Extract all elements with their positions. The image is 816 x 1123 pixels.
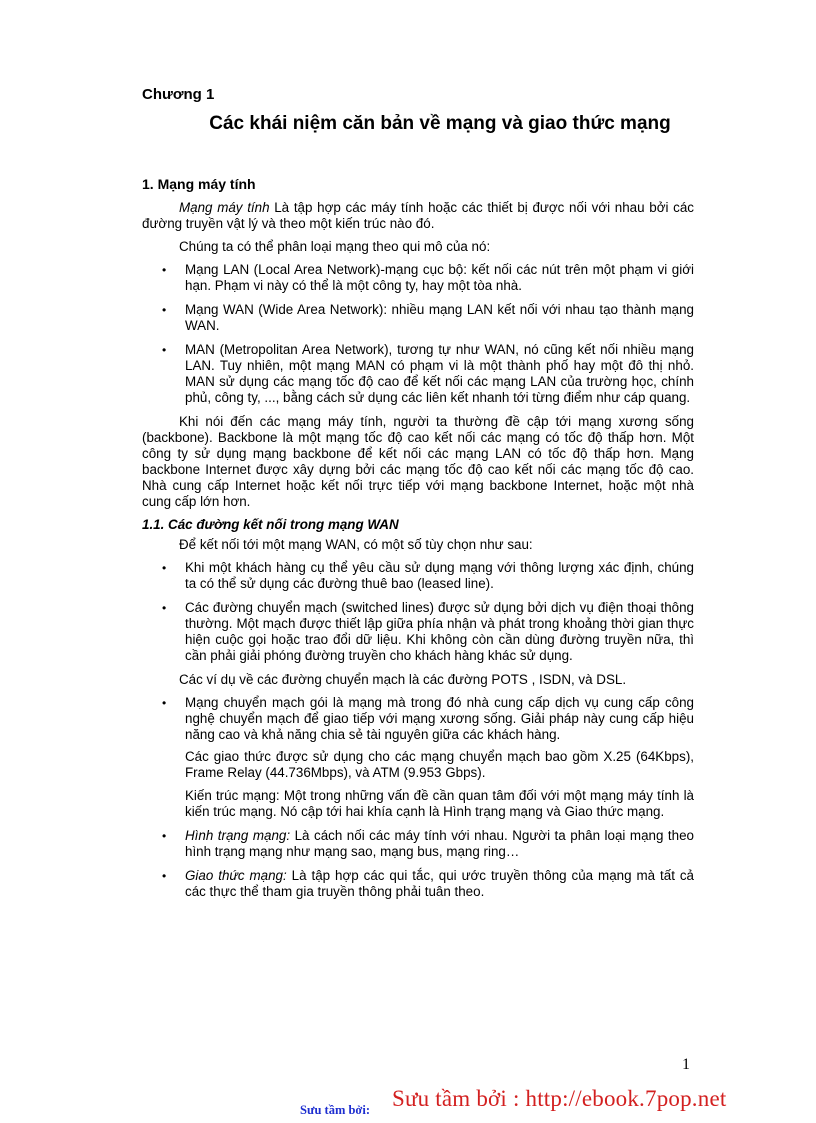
list-item: • Khi một khách hàng cụ thể yêu cầu sử dụng mạng với thông lượng xác định, chúng ta có thể sử dụng các đường thuê bao (leased line). <box>142 560 694 592</box>
list-item <box>142 828 694 860</box>
chapter-label: Chương 1 <box>142 86 215 103</box>
list-item <box>142 868 694 900</box>
paragraph-wan-intro: Để kết nối tới một mạng WAN, có một số tùy chọn như sau: <box>179 537 533 552</box>
section-heading-1: 1. Mạng máy tính <box>142 176 256 192</box>
paragraph-examples: Các ví dụ về các đường chuyển mạch là các đường POTS , ISDN, và DSL. <box>179 672 627 687</box>
list-item: • Mạng chuyển mạch gói là mạng mà trong đó nhà cung cấp dịch vụ cung cấp công nghệ chuyển mạch để giao tiếp với mạng xương sống. Giải pháp này cung cấp hiệu năng cao và khả năng chia sẻ tài nguyên giữa các khách hàng. <box>142 695 694 743</box>
paragraph-definition <box>142 200 694 232</box>
protocol-text: Là tập hợp các qui tắc, qui ước truyền thông của mạng mà tất cả các thực thể tham gia truyền thông phải tuân theo. <box>185 868 694 899</box>
footer-credit-small: Sưu tầm bởi: <box>300 1103 370 1117</box>
list-item: • Các đường chuyển mạch (switched lines) được sử dụng bởi dịch vụ điện thoại thông thường. Một mạch được thiết lập giữa phía nhận và phát trong khoảng thời gian thực hiện cuộc gọi hoặc trao đổi dữ liệu. Khi không còn cần dùng đường truyền nữa, thì cần phải giải phóng đường truyền cho khách hàng khác sử dụng. <box>142 600 694 664</box>
document-body <box>142 176 694 908</box>
topology-text: Là cách nối các máy tính với nhau. Người ta phân loại mạng theo hình trạng mạng như mạng sao, mạng bus, mạng ring… <box>185 828 694 859</box>
wan-options-list <box>142 560 694 664</box>
footer-credit-link[interactable]: Sưu tầm bởi : http://ebook.7pop.net <box>392 1086 727 1111</box>
term-network: Mạng máy tính <box>179 200 270 215</box>
term-protocol: Giao thức mạng: <box>185 868 287 883</box>
list-item: • MAN (Metropolitan Area Network), tương tự như WAN, nó cũng kết nối nhiều mạng LAN. Tuy nhiên, một mạng MAN có phạm vi là một thành phố hay một đô thị nhỏ. MAN sử dụng các mạng tốc độ cao để kết nối các mạng LAN của trường học, chính phủ, công ty, ..., bằng cách sử dụng các liên kết nhanh tới từng điểm như cáp quang. <box>142 342 694 406</box>
term-topology: Hình trạng mạng: <box>185 828 291 843</box>
page-title: Các khái niệm căn bản về mạng và giao thức mạng <box>209 113 671 134</box>
paragraph-architecture: Kiến trúc mạng: Một trong những vấn đề cần quan tâm đối với một mạng máy tính là kiến trúc mạng. Nó cập tới hai khía cạnh là Hình trạng mạng và Giao thức mạng. <box>185 788 694 819</box>
architecture-list <box>142 828 694 900</box>
network-types-list <box>142 262 694 406</box>
paragraph-classify: Chúng ta có thể phân loại mạng theo qui mô của nó: <box>179 239 491 254</box>
paragraph-backbone: Khi nói đến các mạng máy tính, người ta thường đề cập tới mạng xương sống (backbone). Backbone là một mạng tốc độ cao kết nối các mạng có tốc độ thấp hơn. Một công ty sử dụng mạng backbone để kết nối các mạng LAN có tốc độ thấp hơn. Mạng backbone Internet được xây dựng bởi các mạng tốc độ cao kết nối các mạng tốc độ cao. Nhà cung cấp Internet hoặc kết nối trực tiếp với mạng backbone Internet, hoặc một nhà cung cấp lớn hơn. <box>142 414 694 509</box>
list-item: • Mạng WAN (Wide Area Network): nhiều mạng LAN kết nối với nhau tạo thành mạng WAN. <box>142 302 694 334</box>
packet-list <box>142 695 694 743</box>
section-heading-1-1: 1.1. Các đường kết nối trong mạng WAN <box>142 517 399 532</box>
paragraph-protocols: Các giao thức được sử dụng cho các mạng chuyển mạch bao gồm X.25 (64Kbps), Frame Relay (44.736Mbps), và ATM (9.953 Gbps). <box>185 749 694 780</box>
page-number: 1 <box>682 1056 690 1073</box>
list-item: • Mạng LAN (Local Area Network)-mạng cục bộ: kết nối các nút trên một phạm vi giới hạn. Phạm vi này có thể là một công ty, hay một tòa nhà. <box>142 262 694 294</box>
definition-text: Là tập hợp các máy tính hoặc các thiết bị được nối với nhau bởi các đường truyền vật lý và theo một kiến trúc nào đó. <box>142 200 694 231</box>
